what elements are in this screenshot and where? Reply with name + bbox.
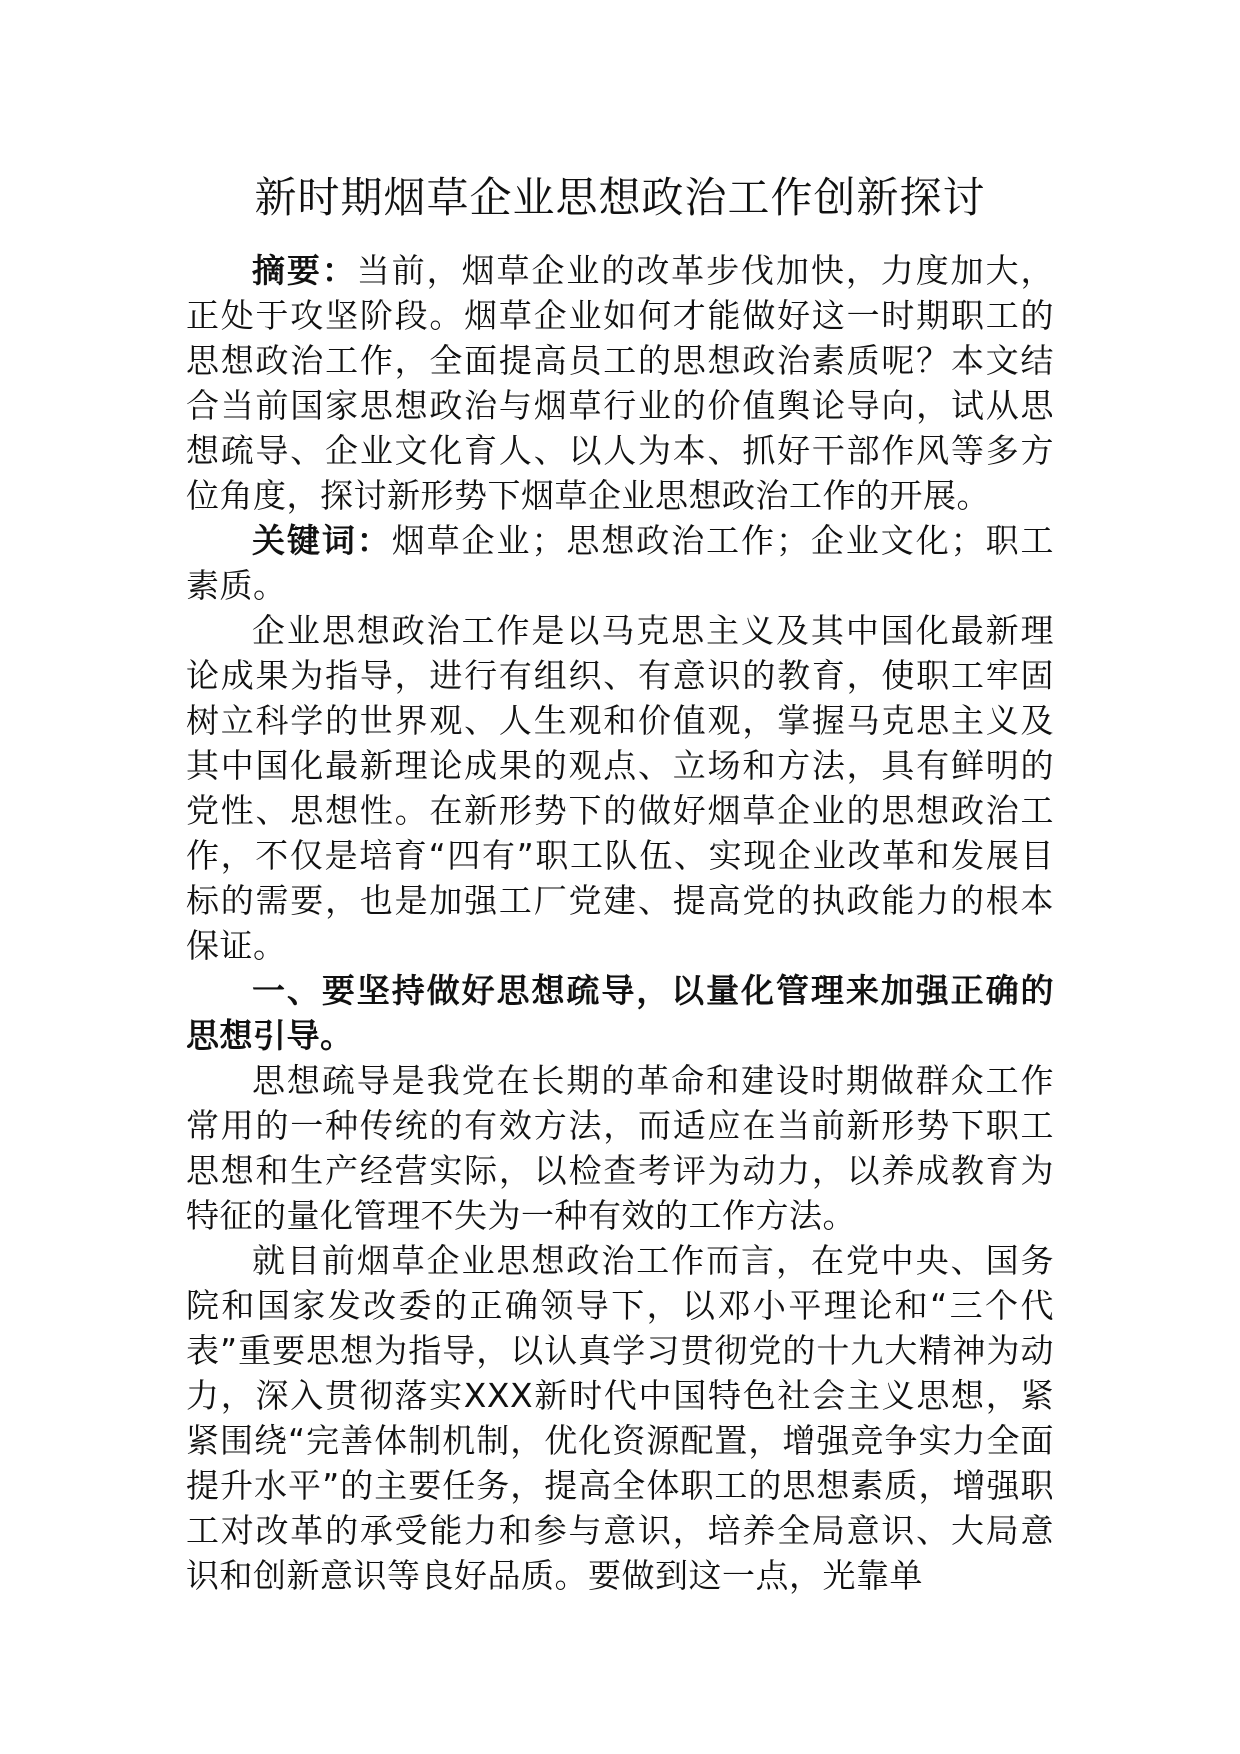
abstract-paragraph <box>186 248 1054 518</box>
keywords-label: 关键词： <box>252 521 392 560</box>
body-paragraph-intro: 企业思想政治工作是以马克思主义及其中国化最新理论成果为指导，进行有组织、有意识的教育，使职工牢固树立科学的世界观、人生观和价值观，掌握马克思主义及其中国化最新理论成果的观点、立场和方法，具有鲜明的党性、思想性。在新形势下的做好烟草企业的思想政治工作，不仅是培育“四有”职工队伍、实现企业改革和发展目标的需要，也是加强工厂党建、提高党的执政能力的根本保证。 <box>186 611 1054 965</box>
body-paragraph-current-work: 就目前烟草企业思想政治工作而言，在党中央、国务院和国家发改委的正确领导下，以邓小平理论和“三个代表”重要思想为指导，以认真学习贯彻党的十九大精神为动力，深入贯彻落实XXX新时代中国特色社会主义思想，紧紧围绕“完善体制机制，优化资源配置，增强竞争实力全面提升水平”的主要任务，提高全体职工的思想素质，增强职工对改革的承受能力和参与意识，培养全局意识、大局意识和创新意识等良好品质。要做到这一点，光靠单 <box>186 1241 1054 1595</box>
keywords-paragraph <box>186 518 1054 608</box>
section-heading-1: 一、要坚持做好思想疏导，以量化管理来加强正确的思想引导。 <box>186 971 1054 1055</box>
body-paragraph-guidance: 思想疏导是我党在长期的革命和建设时期做群众工作常用的一种传统的有效方法，而适应在当前新形势下职工思想和生产经营实际，以检查考评为动力，以养成教育为特征的量化管理不失为一种有效的工作方法。 <box>186 1061 1054 1235</box>
document-title: 新时期烟草企业思想政治工作创新探讨 <box>254 173 986 222</box>
abstract-label: 摘要： <box>252 251 357 290</box>
abstract-text: 当前，烟草企业的改革步伐加快，力度加大，正处于攻坚阶段。烟草企业如何才能做好这一时期职工的思想政治工作，全面提高员工的思想政治素质呢？本文结合当前国家思想政治与烟草行业的价值舆论导向，试从思想疏导、企业文化育人、以人为本、抓好干部作风等多方位角度，探讨新形势下烟草企业思想政治工作的开展。 <box>186 251 1055 515</box>
document-page <box>186 162 1054 1598</box>
keywords-text: 烟草企业；思想政治工作；企业文化；职工素质。 <box>186 521 1055 605</box>
